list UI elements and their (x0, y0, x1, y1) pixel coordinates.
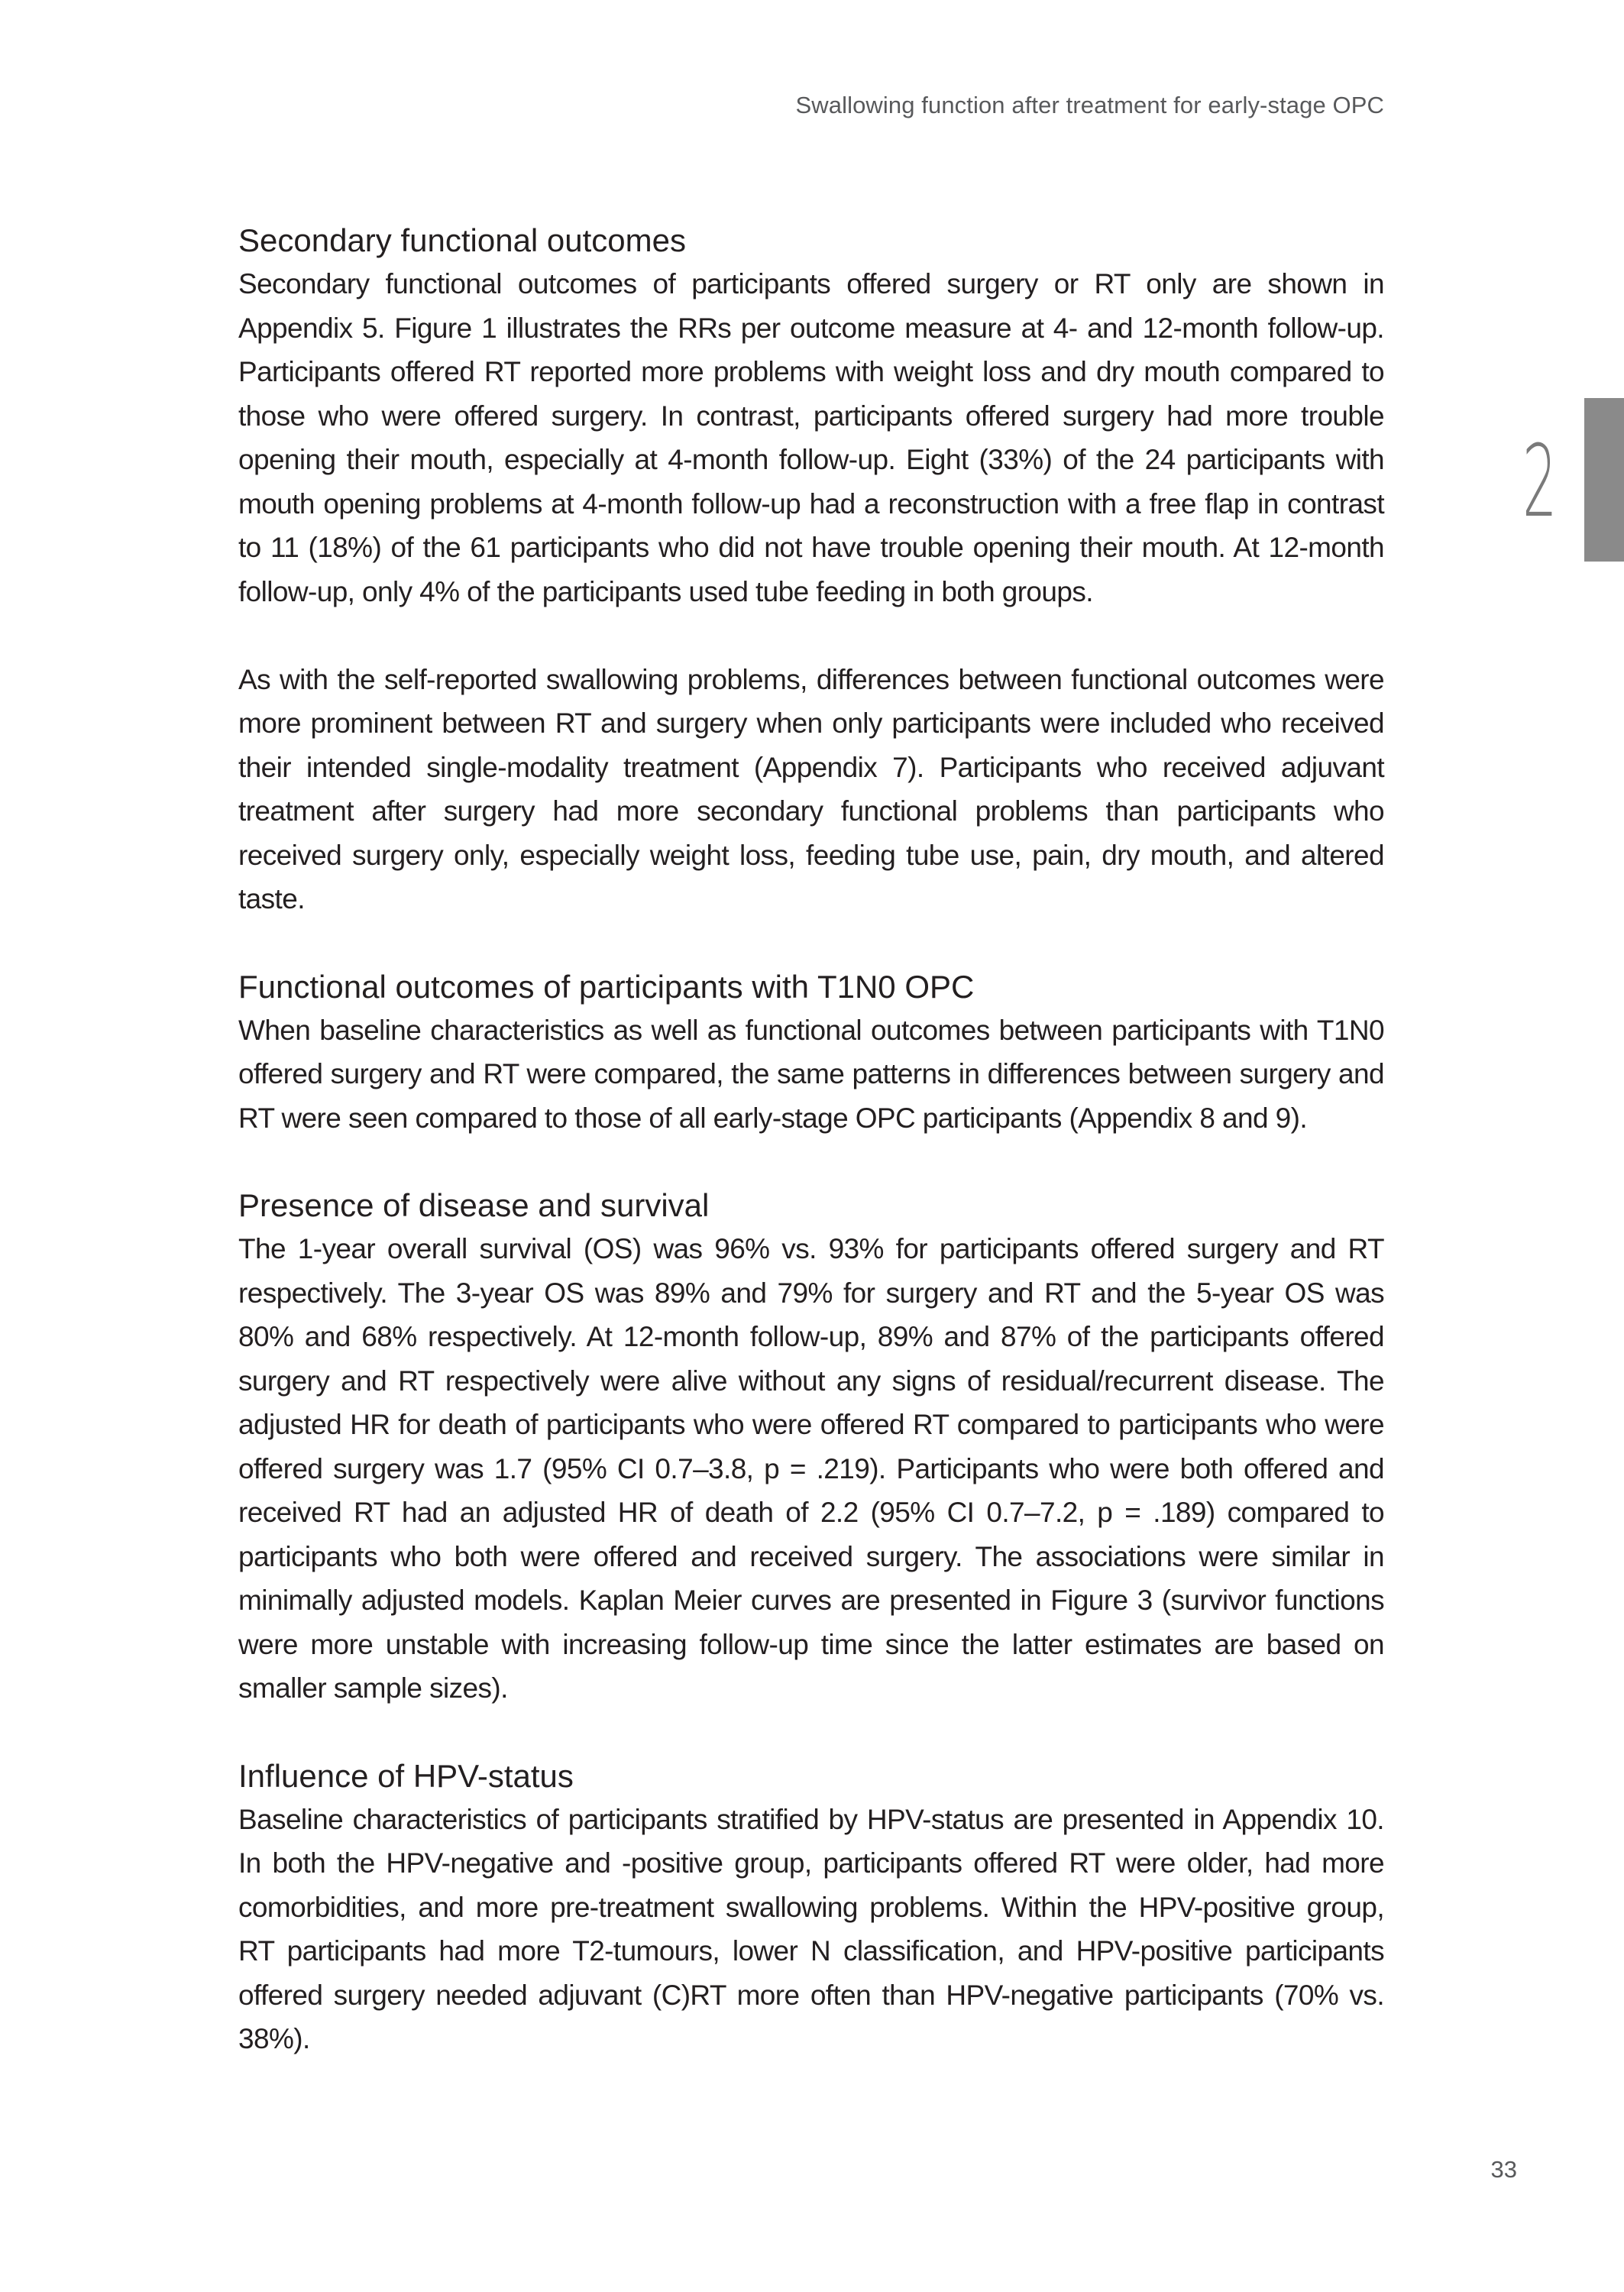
running-header: Swallowing function after treatment for early-stage OPC (795, 92, 1384, 118)
paragraph: When baseline characteristics as well as functional outcomes between participants with T1N0 offered surgery and RT were compared, the same patterns in differences between surgery and RT were seen compared to those of all early-stage OPC participants (Appendix 8 and 9). (238, 1014, 1384, 1134)
section-hpv-status (238, 1754, 1384, 2061)
chapter-side-tab (1584, 398, 1624, 562)
paragraph: Baseline characteristics of participants stratified by HPV-status are presented in Appendix 10. In both the HPV-negative and -positive group, participants offered RT were older, had more comorbidities, and more pre-treatment swallowing problems. Within the HPV-positive group, RT participants had more T2-tumours, lower N classification, and HPV-positive participants offered surgery needed adjuvant (C)RT more often than HPV-negative participants (70% vs. 38%). (238, 1803, 1384, 2054)
section-secondary-functional-outcomes (238, 219, 1384, 921)
paragraph: The 1-year overall survival (OS) was 96% vs. 93% for participants offered surgery and RT respectively. The 3-year OS was 89% and 79% for surgery and RT and the 5-year OS was 80% and 68% respectively. At 12-month follow-up, 89% and 87% of the participants offered surgery and RT respectively were alive without any signs of residual/recurrent disease. The adjusted HR for death of participants who were offered RT compared to participants who were offered surgery was 1.7 (95% CI 0.7–3.8, p = .219). Participants who were both offered and received RT had an adjusted HR of death of 2.2 (95% CI 0.7–7.2, p = .189) compared to participants who both were offered and received surgery. The associations were similar in minimally adjusted models. Kaplan Meier curves are presented in Figure 3 (survivor functions were more unstable with increasing follow-up time since the latter estimates are based on smaller sample sizes). (238, 1233, 1384, 1704)
section-t1n0-outcomes (238, 965, 1384, 1141)
chapter-number: 2 (1522, 423, 1558, 539)
section-heading: Secondary functional outcomes (238, 222, 687, 258)
paragraph: As with the self-reported swallowing problems, differences between functional outcomes were more prominent between RT and surgery when only participants were included who received their intended single-modality treatment (Appendix 7). Participants who received adjuvant treatment after surgery had more secondary functional problems than participants who received surgery only, especially weight loss, feeding tube use, pain, dry mouth, and altered taste. (238, 663, 1384, 915)
page-number: 33 (1490, 2156, 1517, 2183)
paragraph: Secondary functional outcomes of participants offered surgery or RT only are shown in Appendix 5. Figure 1 illustrates the RRs per outcome measure at 4- and 12-month follow-up. Participants offered RT reported more problems with weight loss and dry mouth compared to those who were offered surgery. In contrast, participants offered surgery had more trouble opening their mouth, especially at 4-month follow-up. Eight (33%) of the 24 participants with mouth opening problems at 4-month follow-up had a reconstruction with a free flap in contrast to 11 (18%) of the 61 participants who did not have trouble opening their mouth. At 12-month follow-up, only 4% of the participants used tube feeding in both groups. (238, 268, 1384, 607)
section-heading: Influence of HPV-status (238, 1757, 574, 1794)
section-heading: Functional outcomes of participants with T1N0 OPC (238, 968, 975, 1005)
article-body (238, 219, 1384, 2061)
section-disease-survival (238, 1183, 1384, 1711)
section-heading: Presence of disease and survival (238, 1187, 710, 1223)
